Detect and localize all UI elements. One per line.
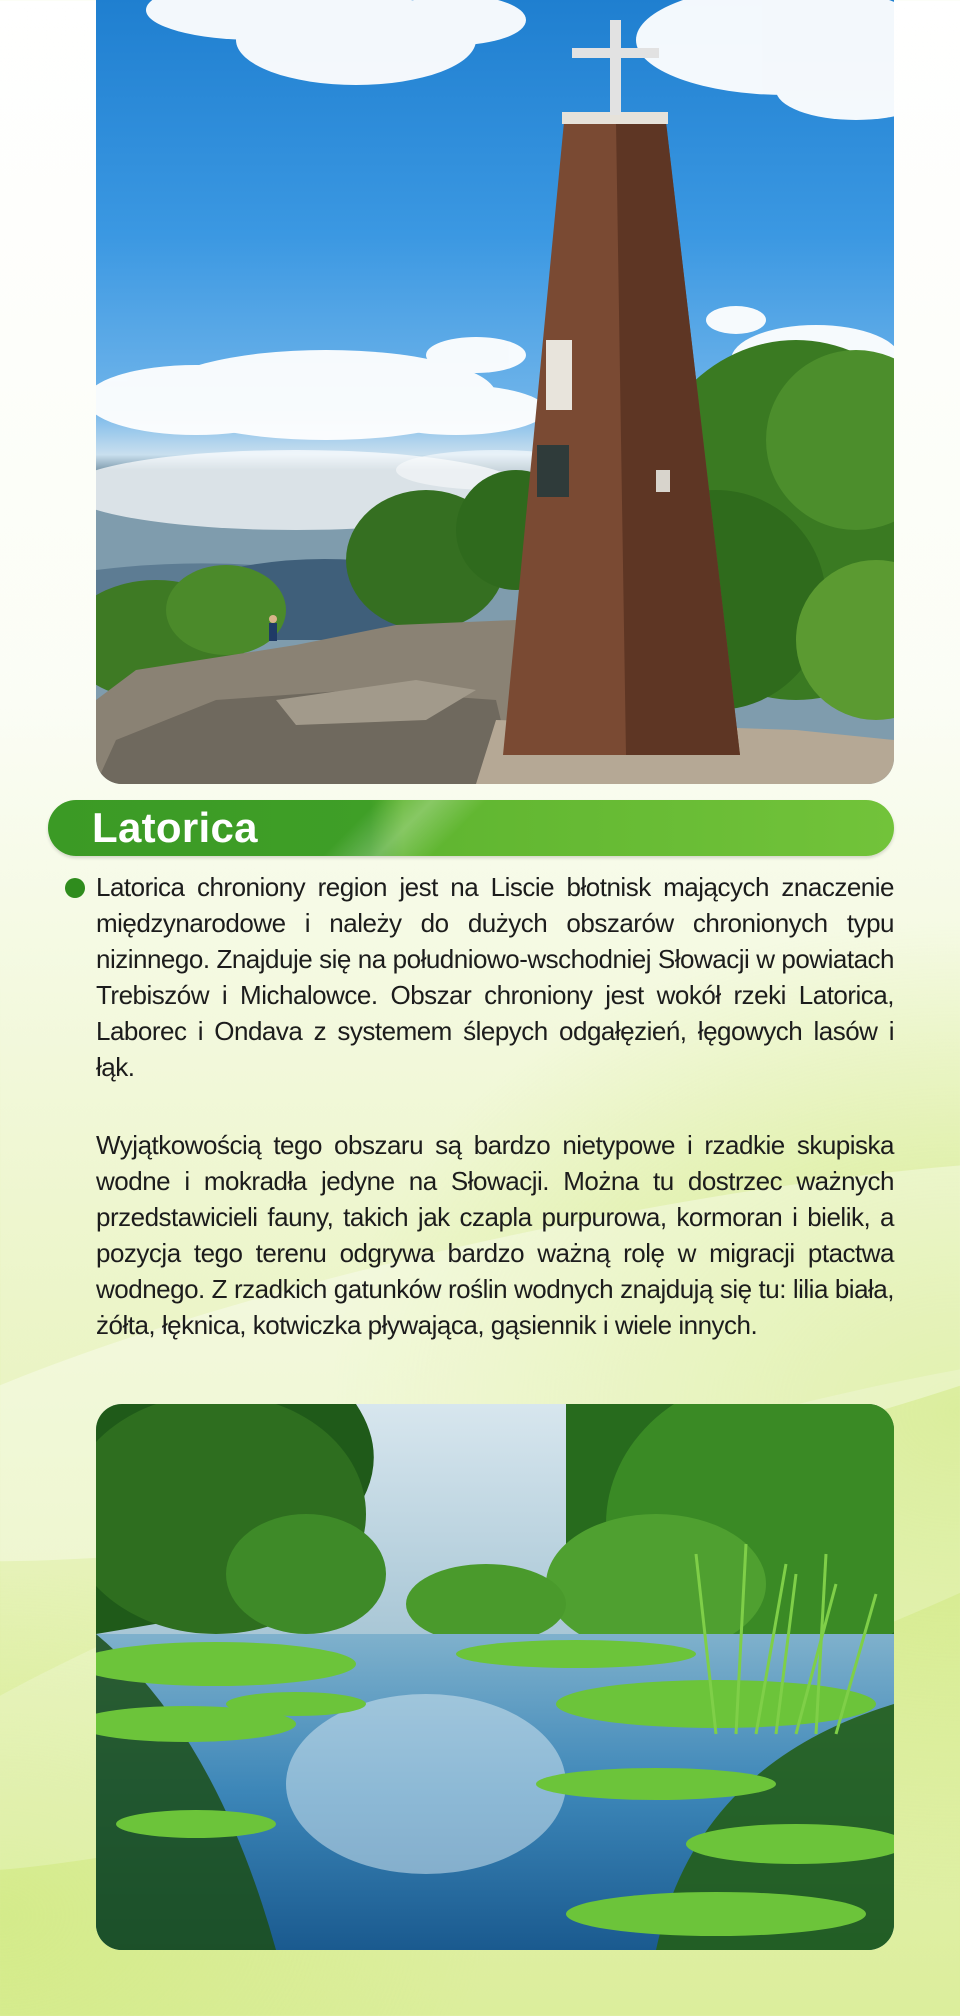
section-heading-bar [48, 800, 894, 856]
bullet-icon [65, 878, 85, 898]
section-title: Latorica [92, 804, 258, 851]
obelisk-illustration [96, 0, 894, 784]
river-illustration [96, 1404, 894, 1950]
paragraph-intro: Latorica chroniony region jest na Liscie błotnisk mających znaczenie międzynarodowe i należy do dużych obszarów chronionych typu nizinnego. Znajduje się na południowo-wschodniej Słowacji w powiatach Trebiszów i Michalowce. Obszar chroniony jest wokół rzeki Latorica, Laborec i Ondava z systemem ślepych odgałęzień, łęgowych lasów i łąk. [96, 872, 894, 1082]
hiker [269, 623, 277, 641]
obelisk-photo [96, 0, 894, 784]
cross-icon [610, 20, 621, 115]
river-photo [96, 1404, 894, 1950]
memorial-plaque [537, 445, 569, 497]
paragraph-details: Wyjątkowością tego obszaru są bardzo nietypowe i rzadkie skupiska wodne i mokradła jedyne na Słowacji. Można tu dostrzec ważnych przedstawicieli fauny, takich jak czapla purpurowa, kormoran i bielik, a pozycja tego terenu odgrywa bardzo ważną rolę w migracji ptactwa wodnego. Z rzadkich gatunków roślin wodnych znajdują się tu: lilia biała, żółta, łęknica, kotwiczka pływająca, gąsiennik i wiele innych. [96, 1130, 894, 1340]
plaque [546, 340, 572, 410]
